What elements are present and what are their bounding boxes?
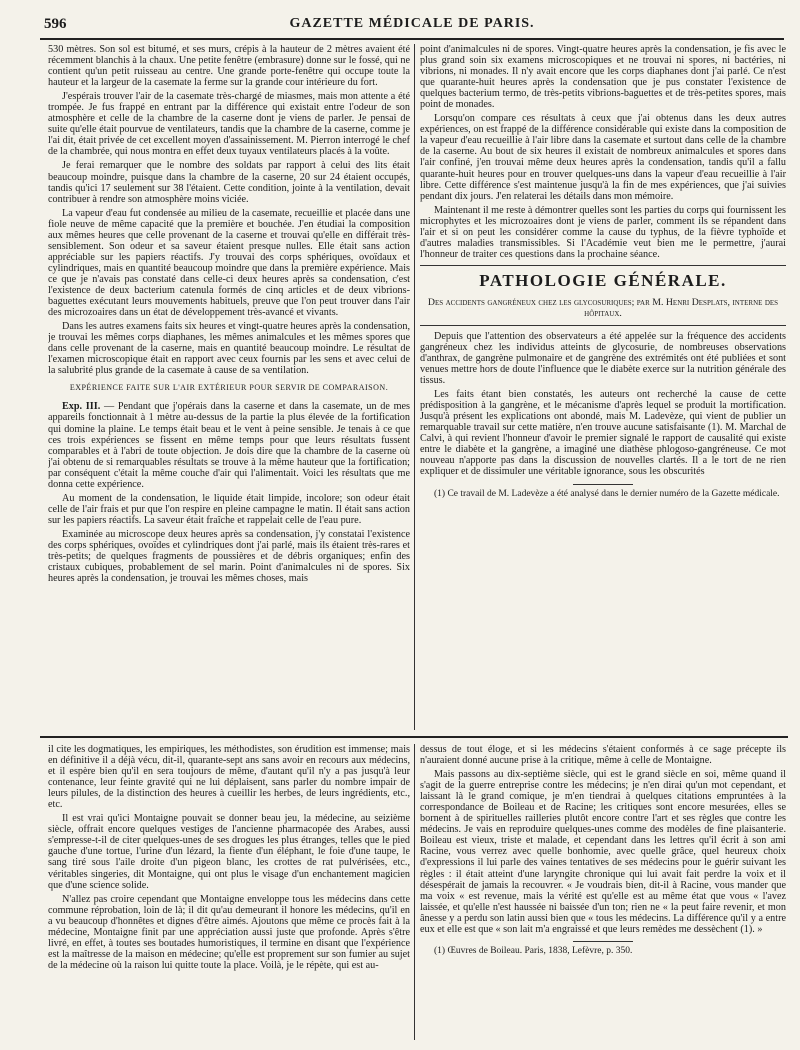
footnote: (1) Œuvres de Boileau. Paris, 1838, Lefèvre, p. 350. — [434, 945, 633, 956]
paragraph: N'allez pas croire cependant que Montaigne enveloppe tous les médecins dans cette commune réprobation, loin de là; il dit qu'au demeurant il honore les médecins, qu'il en a vu beaucoup d'honnêtes et dignes d'être aimés. Ajoutons que même ce procès fait à la médecine, Montaigne finit par une appréciation aussi juste que profonde. Après s'être livré, en effet, à toutes ses boutades humoristiques, il termine en disant que l'expérience est la maîtresse de la maison en médecine; qu'elle est proprement sur son fumier au sujet de la médecine où la raison lui quitte toute la place. Voilà, je le répète, qui est au- — [48, 893, 410, 971]
experiment-subheading: EXPÉRIENCE FAITE SUR L'AIR EXTÉRIEUR POUR SERVIR DE COMPARAISON. — [69, 383, 389, 393]
paragraph: Je ferai remarquer que le nombre des soldats par rapport à celui des lits était beaucoup moindre, puisque dans la chambre de la caserne, 20 sur 24 étaient occupés, tandis qu'ici 17 seulement sur 38 l'étaient. Cette condition, jointe à la ventilation, devait contribuer à rendre son atmosphère moins viciée. — [48, 160, 410, 205]
paragraph: 530 mètres. Son sol est bitumé, et ses murs, crépis à la hauteur de 2 mètres avaient été récemment blanchis à la chaux. Une petite fenêtre (embrasure) donne sur le fossé, qui ne contient qu'un petit ruisseau au centre. Une grande porte-fenêtre qui occupe toute la hauteur et la largeur de la casemate la ferme sur la grande cour intérieure du fort. — [48, 44, 410, 89]
page-header — [40, 14, 784, 40]
experiment-label: Exp. III. — [62, 401, 101, 413]
footnote-rule — [573, 941, 633, 942]
paragraph-text: — Pendant que j'opérais dans la caserne et dans la casemate, un de mes appareils fonctionnait à 1 mètre au-dessus de la partie la plus élevée de la fortification qui domine la plaine. Le temps était beau et le vent à peine sensible. Je tenais à ce que ces trois expériences se fissent en même temps pour que leurs résultats fussent comparables et à l'abri de toute objection. Je dois dire que la chambre de la caserne où j'ai obtenu de si remarquables résultats se trouve à la même hauteur que la fortification; par conséquent c'était la même couche d'air qui l'alimentait. Voici les résultats que me donna cette expérience. — [48, 401, 410, 490]
paragraph: dessus de tout éloge, et si les médecins s'étaient conformés à ce sage précepte ils n'auraient donné aucune prise à la critique, même à celle de Montaigne. — [420, 744, 786, 767]
page-number: 596 — [44, 16, 67, 32]
column-top-right — [420, 44, 786, 728]
paragraph — [48, 401, 410, 489]
column-divider-bottom — [414, 744, 415, 1040]
section-divider — [40, 736, 788, 738]
divider — [420, 325, 786, 326]
paragraph: Les faits étant bien constatés, les auteurs ont recherché la cause de cette prédisposition à la gangrène, et le mécanisme d'après lequel se produit la mortification. Jusqu'à présent les explications ont abondé, mais M. Ladevèze, qui vient de publier un remarquable travail sur cette matière, n'en trouve aucune satisfaisante (1). M. Marchal de Calvi, à qui revient l'honneur d'avoir le premier signalé le rapport de causalité qui existe entre le diabète et la gangrène, a imaginé une diathèse phlogoso-gangréneuse. Ce mot nouveau n'apporte pas dans la discussion de nouvelles clartés. Il a le tort de ne rien expliquer et de dissimuler une véritable ignorance, sous les obscurités — [420, 389, 786, 478]
paragraph: point d'animalcules ni de spores. Vingt-quatre heures après la condensation, je fis avec le plus grand soin six examens microscopiques et ne trouvai ni spores, ni bactéries, ni vibrions, ni monades. Il n'y avait encore que les corps diaphanes dont j'ai parlé. Ce n'est que quarante-huit heures après la condensation que je pus constater l'existence de quelques bacterium termo, de très-petits vibrions-baguettes et de très-petites spores, mais point de monades. — [420, 44, 786, 111]
column-bottom-right — [420, 744, 786, 1040]
footnote-rule — [573, 484, 633, 485]
paragraph: Examinée au microscope deux heures après sa condensation, j'y constatai l'existence des corps sphériques, ovoïdes et cylindriques dont j'ai parlé, mais ils étaient très-rares et très-petits; de quelques fragments de poussières et de débris organiques; enfin des cristaux cubiques, probablement de sel marin. Point d'animalcules ni de spores. Six heures après la condensation, je trouvai les mêmes choses, mais — [48, 528, 410, 585]
paragraph: Maintenant il me reste à démontrer quelles sont les parties du corps qui fournissent les microphytes et les microzoaires dont je viens de parler, comment ils se répandent dans l'air et si on peut les considérer comme la cause du typhus, de la fièvre typhoïde et d'autres maladies transmissibles. Si l'Académie veut bien me le permettre, j'aurai l'honneur de traiter ces questions dans la prochaine séance. — [420, 204, 786, 260]
column-divider-top — [414, 44, 415, 730]
paragraph: La vapeur d'eau fut condensée au milieu de la casemate, recueillie et placée dans une fiole neuve de même capacité que la première et bouchée. J'en étudiai la composition aux mêmes heures que celle provenant de la caserne et trouvai qu'elle en différait très-sensiblement. Son odeur et sa saveur étaient presque nulles. Elle était sans action appréciable sur les papiers réactifs. J'y trouvai des corps sphériques, ovoïdaux et cylindriques, mais en quantité beaucoup moindre que dans la première expérience. Mais ce que je n'avais pas constaté dans celle-ci deux heures après sa condensation, c'est l'existence de deux bacterium catenula formés de cinq articles et de deux vibrions-baguettes exécutant leurs mouvements habituels, preuve que l'on peut trouver dans l'air des microzoaires dans un état de développement très-avancé et vivants. — [48, 207, 410, 319]
paragraph: il cite les dogmatiques, les empiriques, les méthodistes, son érudition est immense; mais en définitive il a déjà vécu, dit-il, quarante-sept ans sans avoir en recours aux médecins, et il espère bien qu'il en sera toujours de même, d'autant qu'il n'y a pas jusqu'à leur contenance, leur feinte gravité qui ne lui déplaisent, sans parler du nombre impair de leurs pilules, de la distinction des heures à cueillir les herbes, de leurs ingrédients, etc., etc. — [48, 744, 410, 811]
paragraph: Lorsqu'on compare ces résultats à ceux que j'ai obtenus dans les deux autres expériences, on est frappé de la différence considérable qui existe dans la composition de la vapeur d'eau recueillie à l'air libre dans la casemate et surtout dans celle de la chambre de la caserne. Au bout de six heures il existait de nombreux animalcules et spores dans l'air confiné, j'en trouvai même deux heures après la condensation, tandis qu'il a fallu quarante-huit heures pour en trouver quelques-uns dans la vapeur d'eau recueillie à l'air libre. Cette différence s'est maintenue jusqu'à la fin de mes expériences, que j'ai suivies pendant dix jours. J'en relaterai les détails dans mon mémoire. — [420, 113, 786, 202]
paragraph: Dans les autres examens faits six heures et vingt-quatre heures après la condensation, je trouvai les mêmes corps diaphanes, les mêmes animalcules et les mêmes spores que dans celle provenant de la caserne, mais en quantité beaucoup moindre. Le résultat de l'examen microscopique était en rapport avec ceux fournis par les sens et avec celui de la salubrité plus grande de la casemate à cause de sa ventilation. — [48, 321, 410, 377]
paragraph: Au moment de la condensation, le liquide était limpide, incolore; son odeur était celle de l'air frais et pur que l'on respire en pleine campagne le matin. Il était sans action sur les papiers réactifs. La saveur était fraîche et rappelait celle de l'eau pure. — [48, 492, 410, 526]
journal-title: GAZETTE MÉDICALE DE PARIS. — [289, 16, 535, 31]
footnote: (1) Ce travail de M. Ladevèze a été analysé dans le dernier numéro de la Gazette médicale. — [434, 488, 780, 499]
divider — [420, 265, 786, 266]
section-heading: PATHOLOGIE GÉNÉRALE. — [479, 270, 727, 290]
paragraph: J'espérais trouver l'air de la casemate très-chargé de miasmes, mais mon attente a été trompée. Je fus frappé en entrant par la différence qui existait entre l'odeur de son atmosphère et celle de la chambre de la caserne dont je viens de parler. Je pensai de suite qu'elle était pourvue de ventilateurs, tandis que la chambre de la caserne, comme je l'ai dit, était privée de cet excellent moyen d'assainissement. M. Pierron interrogé le chef de la chambrée, qui nous montra en effet deux tuyaux ventilateurs placés à la voûte. — [48, 91, 410, 158]
column-bottom-left — [48, 744, 410, 1040]
article-title: Des accidents gangréneux chez les glycosuriques; par M. Henri Desplats, interne des hôpitaux. — [427, 296, 779, 319]
paragraph: Depuis que l'attention des observateurs a été appelée sur la fréquence des accidents gangréneux chez les individus atteints de glycosurie, de nombreuses observations d'anthrax, de gangrène pulmonaire et de gangrène des extrémités ont été publiées et sont venues mettre hors de doute l'influence que le diabète exerce sur la nutrition générale des tissus. — [420, 330, 786, 387]
column-top-left — [48, 44, 410, 724]
paragraph: Il est vrai qu'ici Montaigne pouvait se donner beau jeu, la médecine, au seizième siècle, offrait encore quelques vestiges de l'ancienne pharmacopée des Arabes, aussi s'empresse-t-il de citer quelques-unes de ses drogues les plus étranges, telles que le pied gauche d'une tortue, l'urine d'un lézard, la fiente d'un éléphant, le foie d'une taupe, le sang tiré sous l'aile droite d'un pigeon blanc, les crottes de rat pulvérisées, etc., véritables singeries, dit Montaigne, qui ont plus le visage d'un enchantement magicien que d'une science solide. — [48, 813, 410, 891]
paragraph: Mais passons au dix-septième siècle, qui est le grand siècle en soi, même quand il s'agit de la guerre entreprise contre les médecins; je n'en dirai qu'un mot cependant, et laissant là le grand comique, je m'en tiendrai à quelques citations empruntées à la correspondance de Boileau et de Racine; les critiques sont encore mesurées, elles se bornent à de spirituelles railleries plutôt encore contre l'art et ses règles que contre les médecins. Je vais en reproduire quelques-unes comme des modèles de fine plaisanterie. Boileau est vieux, triste et malade, et cependant dans les lettres qu'il écrit à son ami Racine, vous verrez avec quelle bonhomie, avec quelle grâce, quel heureux choix d'expressions il lui parle des vaines tentatives de ses médecins pour le guérir suivant les règles : il était atteint d'une laryngite chronique qui lui avait fait perdre la voix et il désespérait de jamais la recouvrer. « Je voudrais bien, dit-il à Racine, vous mander que ma voix « est revenue, mais la vérité est qu'elle est au même état que vous « l'avez laissée, et qu'elle n'est haussée ni baissée d'un ton; rien ne « la peut faire revenir, et mon ânesse y a perdu son latin aussi bien que « tous les médecins. La différence qu'il y a entre eux et elle est que « son lait m'a engraissé et que leurs remèdes me dessèchent (1). » — [420, 769, 786, 935]
